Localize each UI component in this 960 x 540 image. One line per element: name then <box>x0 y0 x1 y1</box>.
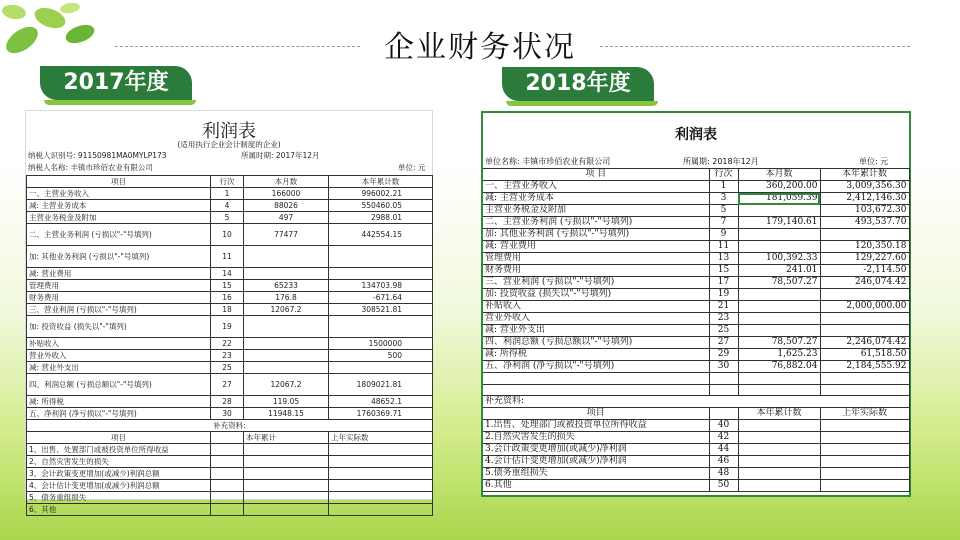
table-cell: 4.会计估计变更增加(或减少)净利润 <box>483 456 709 468</box>
table-cell <box>244 268 329 280</box>
table-cell: 78,507.27 <box>738 277 820 289</box>
table-row <box>483 361 909 373</box>
table-cell: 27 <box>211 374 244 396</box>
table-cell: 65233 <box>244 280 329 292</box>
table-cell: 减: 营业费用 <box>483 241 709 253</box>
table-cell: 三、营业利润 (亏损以"-"号填列) <box>483 277 709 289</box>
table-cell: 18 <box>211 304 244 316</box>
table-cell <box>738 301 820 313</box>
table-cell: 2,184,555.92 <box>820 361 909 373</box>
table-row <box>483 229 909 241</box>
table-cell: 本月数 <box>244 176 329 188</box>
table-cell <box>820 432 909 444</box>
table-cell <box>211 492 244 504</box>
table-cell: 减: 营业外支出 <box>483 325 709 337</box>
table-cell <box>329 504 433 516</box>
table-cell: 3,009,356.30 <box>820 181 909 193</box>
period: 所属期: 2018年12月 <box>683 157 759 166</box>
table-row <box>27 350 433 362</box>
table-cell: 27 <box>709 337 738 349</box>
supplement-item-row <box>27 456 433 468</box>
table-cell <box>820 468 909 480</box>
table-cell: 2.自然灾害发生的损失 <box>483 432 709 444</box>
table-cell: 减: 主营业务成本 <box>27 200 211 212</box>
supplement-item-row <box>483 480 909 492</box>
table-cell: 本月数 <box>738 169 820 181</box>
supplement-header-row <box>27 432 433 444</box>
table-cell: 42 <box>709 432 738 444</box>
table-cell: 加: 其他业务利润 (亏损以"-"号填列) <box>27 246 211 268</box>
table-cell <box>329 316 433 338</box>
table-row <box>27 396 433 408</box>
table-cell: 19 <box>709 289 738 301</box>
table-cell <box>738 468 820 480</box>
table-row <box>483 277 909 289</box>
table-cell: 11 <box>709 241 738 253</box>
table-cell: 补充资料: <box>483 396 909 408</box>
table-cell <box>738 325 820 337</box>
table-cell: 减: 营业费用 <box>27 268 211 280</box>
table-cell <box>211 504 244 516</box>
table-row <box>483 205 909 217</box>
table-cell: 120,350.18 <box>820 241 909 253</box>
table-cell: 加: 投资收益 (损失以"-"号填列) <box>483 289 709 301</box>
table-cell: 1、出售、处置部门或被投资单位所得收益 <box>27 444 211 456</box>
supplement-item-row <box>27 492 433 504</box>
table-row <box>27 374 433 396</box>
table-cell: 减: 所得税 <box>483 349 709 361</box>
table-cell: 46 <box>709 456 738 468</box>
table-row <box>27 338 433 350</box>
table-cell: 360,200.00 <box>738 181 820 193</box>
table-cell <box>244 480 329 492</box>
table-cell <box>211 432 244 444</box>
table-cell <box>244 468 329 480</box>
table-cell <box>738 241 820 253</box>
table-cell: 上年实际数 <box>820 408 909 420</box>
table-cell: 6、其他 <box>27 504 211 516</box>
supplement-item-row <box>27 504 433 516</box>
table-row <box>27 408 433 420</box>
table-cell <box>244 492 329 504</box>
table-cell: 2,000,000.00 <box>820 301 909 313</box>
table-cell: 财务费用 <box>27 292 211 304</box>
table-cell: 主营业务税金及附加 <box>27 212 211 224</box>
table-cell: 加: 投资收益 (损失以"-"填列) <box>27 316 211 338</box>
table-cell: 4、会计估计变更增加(或减少)利润总额 <box>27 480 211 492</box>
supplement-item-row <box>483 420 909 432</box>
table-cell: 12067.2 <box>244 304 329 316</box>
table-row <box>27 304 433 316</box>
table-cell: 308521.81 <box>329 304 433 316</box>
unit-name: 单位名称: 丰镇市珍佰农业有限公司 <box>485 157 611 166</box>
table-cell: 76,882.04 <box>738 361 820 373</box>
table-cell: 四、利润总额 (亏损总额以"-"号填列) <box>27 374 211 396</box>
doc-subtitle: (适用执行企业会计制度的企业) <box>177 140 281 149</box>
table-cell: 22 <box>211 338 244 350</box>
table-cell: 1500000 <box>329 338 433 350</box>
income-table-2017 <box>26 175 433 516</box>
table-cell: -671.64 <box>329 292 433 304</box>
table-cell <box>211 456 244 468</box>
table-cell <box>329 444 433 456</box>
table-cell: 补充资料: <box>27 420 433 432</box>
table-cell: 88026 <box>244 200 329 212</box>
table-cell: 管理费用 <box>27 280 211 292</box>
table-cell: 176.8 <box>244 292 329 304</box>
table-cell <box>820 325 909 337</box>
table-cell <box>483 384 709 396</box>
table-cell <box>820 444 909 456</box>
table-cell: 550460.05 <box>329 200 433 212</box>
table-cell: 三、营业利润 (亏损以"-"号填列) <box>27 304 211 316</box>
slide-title: 企业财务状况 <box>384 30 576 65</box>
table-cell: 5.债务重组损失 <box>483 468 709 480</box>
supplement-item-row <box>483 456 909 468</box>
table-cell: 30 <box>709 361 738 373</box>
table-cell: 项 目 <box>483 169 709 181</box>
table-cell: 23 <box>211 350 244 362</box>
supplement-row <box>27 420 433 432</box>
table-row <box>483 241 909 253</box>
table-cell <box>738 373 820 385</box>
table-cell <box>709 373 738 385</box>
table-header-row <box>27 176 433 188</box>
table-cell: 一、主营业务收入 <box>27 188 211 200</box>
table-row <box>483 253 909 265</box>
table-cell: 1809021.81 <box>329 374 433 396</box>
table-cell: 9 <box>709 229 738 241</box>
table-cell: 管理费用 <box>483 253 709 265</box>
table-cell <box>738 444 820 456</box>
table-cell <box>820 229 909 241</box>
table-cell <box>738 229 820 241</box>
table-cell <box>820 480 909 492</box>
table-cell: 五、净利润 (净亏损以"-"号填列) <box>483 361 709 373</box>
table-cell: 上年实际数 <box>329 432 433 444</box>
table-cell: 5 <box>709 205 738 217</box>
table-cell: 主营业务税金及附加 <box>483 205 709 217</box>
table-cell: 50 <box>709 480 738 492</box>
table-cell <box>820 456 909 468</box>
table-cell: 500 <box>329 350 433 362</box>
table-cell: 3 <box>709 193 738 205</box>
table-cell: 行次 <box>709 169 738 181</box>
table-cell: 2988.01 <box>329 212 433 224</box>
table-cell: 19 <box>211 316 244 338</box>
table-row <box>483 337 909 349</box>
supplement-item-row <box>483 444 909 456</box>
table-cell <box>244 316 329 338</box>
table-row <box>27 188 433 200</box>
table-row <box>483 193 909 205</box>
year-badge-2017: 2017年度 <box>40 66 192 100</box>
table-cell: 二、主营业务利润 (亏损以"-"号填列) <box>483 217 709 229</box>
supplement-item-row <box>27 444 433 456</box>
table-cell: 1 <box>709 181 738 193</box>
table-cell: 项目 <box>27 432 211 444</box>
table-cell <box>211 468 244 480</box>
table-cell <box>244 456 329 468</box>
table-row <box>483 349 909 361</box>
table-cell: 25 <box>211 362 244 374</box>
table-cell: 2、自然灾害发生的损失 <box>27 456 211 468</box>
table-cell <box>820 289 909 301</box>
table-cell: 996002.21 <box>329 188 433 200</box>
table-cell: 二、主营业务利润 (亏损以"-"号填列) <box>27 224 211 246</box>
table-cell <box>738 432 820 444</box>
table-cell: 本年累计数 <box>820 169 909 181</box>
supplement-item-row <box>27 468 433 480</box>
table-cell: 28 <box>211 396 244 408</box>
table-cell: 25 <box>709 325 738 337</box>
table-cell: 本年累计数 <box>738 408 820 420</box>
supplement-row <box>483 396 909 408</box>
table-cell: 2,246,074.42 <box>820 337 909 349</box>
table-cell: -2,114.50 <box>820 265 909 277</box>
table-cell <box>820 373 909 385</box>
table-cell: 1.出售、处理部门或被投资单位所得收益 <box>483 420 709 432</box>
table-cell: 442554.15 <box>329 224 433 246</box>
table-header-row <box>483 169 909 181</box>
table-cell: 11948.15 <box>244 408 329 420</box>
table-cell: 12067.2 <box>244 374 329 396</box>
table-row <box>27 292 433 304</box>
table-row <box>27 246 433 268</box>
supplement-item-row <box>27 480 433 492</box>
supplement-item-row <box>483 468 909 480</box>
table-cell <box>244 504 329 516</box>
table-cell: 166000 <box>244 188 329 200</box>
table-cell <box>329 246 433 268</box>
table-cell: 241.01 <box>738 265 820 277</box>
taxpayer-name: 纳税人名称: 丰镇市珍佰农业有限公司 <box>28 163 153 172</box>
table-cell <box>738 289 820 301</box>
table-cell: 48 <box>709 468 738 480</box>
table-cell <box>244 362 329 374</box>
table-cell: 项目 <box>27 176 211 188</box>
table-cell <box>329 492 433 504</box>
table-cell <box>211 444 244 456</box>
income-statement-2017 <box>25 110 433 514</box>
table-row <box>483 217 909 229</box>
table-cell: 21 <box>709 301 738 313</box>
table-row <box>27 280 433 292</box>
unit-label: 单位: 元 <box>398 163 426 172</box>
table-row <box>483 301 909 313</box>
table-cell <box>738 205 820 217</box>
table-cell <box>329 268 433 280</box>
table-cell: 129,227.60 <box>820 253 909 265</box>
table-cell: 16 <box>211 292 244 304</box>
table-cell: 2,412,146.30 <box>820 193 909 205</box>
selected-cell[interactable]: 181,059.39 <box>738 193 820 205</box>
table-cell <box>738 480 820 492</box>
table-cell <box>820 384 909 396</box>
table-cell: 行次 <box>211 176 244 188</box>
table-row <box>27 212 433 224</box>
table-cell <box>483 373 709 385</box>
table-row <box>483 181 909 193</box>
table-cell <box>820 313 909 325</box>
table-cell: 5、债务重组损失 <box>27 492 211 504</box>
table-cell: 减: 所得税 <box>27 396 211 408</box>
table-cell: 497 <box>244 212 329 224</box>
doc-title: 利润表 <box>202 121 256 142</box>
table-cell <box>329 480 433 492</box>
blank-row <box>483 384 909 396</box>
table-cell <box>329 468 433 480</box>
table-row <box>483 289 909 301</box>
table-cell: 15 <box>709 265 738 277</box>
table-cell <box>820 420 909 432</box>
table-cell: 营业外收入 <box>483 313 709 325</box>
table-cell: 1,625.23 <box>738 349 820 361</box>
table-cell: 1760369.71 <box>329 408 433 420</box>
table-row <box>27 268 433 280</box>
table-cell: 5 <box>211 212 244 224</box>
table-cell: 四、利润总额 (亏损总额以"-"号填列) <box>483 337 709 349</box>
table-cell: 103,672.30 <box>820 205 909 217</box>
table-cell <box>244 338 329 350</box>
table-cell: 23 <box>709 313 738 325</box>
table-cell <box>738 456 820 468</box>
table-row <box>27 362 433 374</box>
table-cell: 10 <box>211 224 244 246</box>
table-cell: 6.其他 <box>483 480 709 492</box>
table-cell: 119.05 <box>244 396 329 408</box>
table-cell: 7 <box>709 217 738 229</box>
table-cell: 77477 <box>244 224 329 246</box>
income-table-2018 <box>483 168 910 492</box>
year-badge-2018: 2018年度 <box>502 67 654 101</box>
table-cell: 179,140.61 <box>738 217 820 229</box>
table-cell: 补贴收入 <box>483 301 709 313</box>
table-cell <box>329 456 433 468</box>
table-cell: 48652.1 <box>329 396 433 408</box>
table-cell <box>211 480 244 492</box>
table-cell: 15 <box>211 280 244 292</box>
table-row <box>483 325 909 337</box>
table-cell: 营业外收入 <box>27 350 211 362</box>
table-cell: 减: 营业外支出 <box>27 362 211 374</box>
table-cell <box>738 420 820 432</box>
taxpayer-id: 纳税人识别号: 91150981MA0MYLP173 <box>28 151 167 160</box>
supplement-item-row <box>483 432 909 444</box>
table-cell: 本年累计数 <box>329 176 433 188</box>
table-cell: 4 <box>211 200 244 212</box>
table-cell <box>244 246 329 268</box>
table-cell: 一、主营业务收入 <box>483 181 709 193</box>
table-cell: 100,392.33 <box>738 253 820 265</box>
table-row <box>27 200 433 212</box>
table-row <box>27 224 433 246</box>
table-cell: 加: 其他业务利润 (亏损以"-"号填列) <box>483 229 709 241</box>
table-cell: 14 <box>211 268 244 280</box>
table-cell: 246,074.42 <box>820 277 909 289</box>
table-cell <box>709 408 738 420</box>
table-cell: 61,518.50 <box>820 349 909 361</box>
table-cell: 财务费用 <box>483 265 709 277</box>
table-cell: 13 <box>709 253 738 265</box>
table-cell: 补贴收入 <box>27 338 211 350</box>
table-cell: 本年累计 <box>244 432 329 444</box>
unit-label: 单位: 元 <box>859 157 889 166</box>
doc-title: 利润表 <box>675 127 717 143</box>
table-cell: 11 <box>211 246 244 268</box>
table-row <box>483 265 909 277</box>
table-row <box>483 313 909 325</box>
table-cell: 1 <box>211 188 244 200</box>
table-cell: 减: 主营业务成本 <box>483 193 709 205</box>
table-cell: 40 <box>709 420 738 432</box>
table-cell: 44 <box>709 444 738 456</box>
table-cell <box>244 444 329 456</box>
period: 所属时期: 2017年12月 <box>241 151 320 160</box>
income-statement-2018 <box>481 111 911 497</box>
table-cell: 3、会计政策变更增加(或减少)利润总额 <box>27 468 211 480</box>
table-cell <box>244 350 329 362</box>
table-cell: 3.会计政策变更增加(或减少)净利润 <box>483 444 709 456</box>
table-cell <box>738 384 820 396</box>
table-cell: 78,507.27 <box>738 337 820 349</box>
table-cell: 493,537.70 <box>820 217 909 229</box>
table-cell: 30 <box>211 408 244 420</box>
table-cell: 五、净利润 (净亏损以"-"号填列) <box>27 408 211 420</box>
blank-row <box>483 373 909 385</box>
table-cell: 项目 <box>483 408 709 420</box>
table-cell <box>709 384 738 396</box>
table-cell <box>738 313 820 325</box>
table-cell: 134703.98 <box>329 280 433 292</box>
supplement-header-row <box>483 408 909 420</box>
table-cell: 29 <box>709 349 738 361</box>
table-row <box>27 316 433 338</box>
table-cell <box>329 362 433 374</box>
table-cell: 17 <box>709 277 738 289</box>
